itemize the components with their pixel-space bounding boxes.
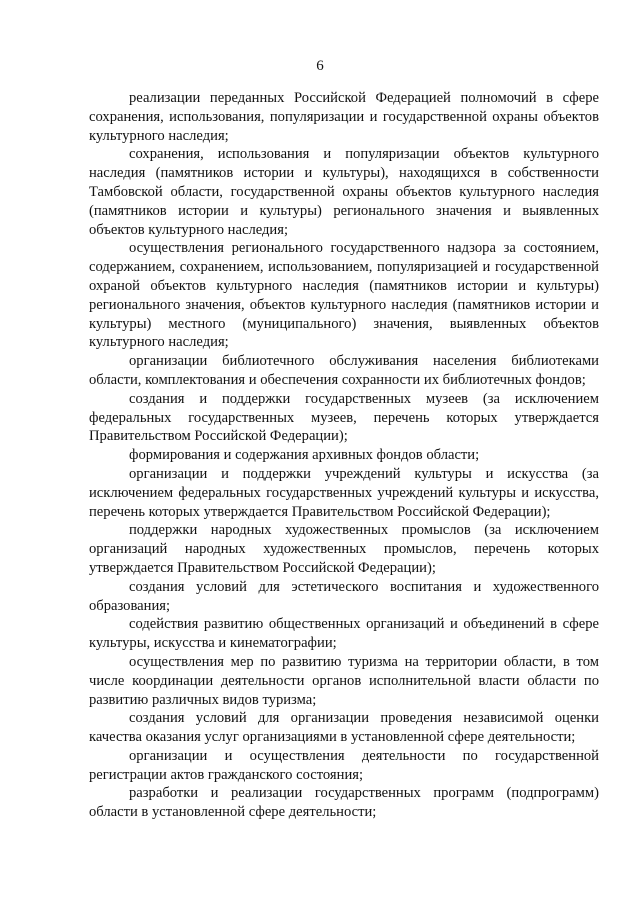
document-body: [89, 89, 599, 822]
paragraph: организации библиотечного обслуживания населения библиотеками области, комплектования и обеспечения сохранности их библиотечных фондов;: [89, 353, 599, 388]
paragraph: осуществления регионального государственного надзора за состоянием, содержанием, сохранением, использованием, популяризацией и государственной охраной объектов культурного наследия (памятников истории и культуры) регионального значения, объектов культурного наследия (памятников истории и культуры) местного (муниципального) значения, выявленных объектов культурного наследия;: [89, 240, 599, 351]
paragraph: разработки и реализации государственных программ (подпрограмм) области в установленной сфере деятельности;: [89, 785, 599, 821]
paragraph: сохранения, использования и популяризации объектов культурного наследия (памятников истории и культуры), находящихся в собственности Тамбовской области, государственной охраны объектов культурного наследия (памятников истории и культуры) регионального значения и выявленных объектов культурного наследия;: [89, 146, 599, 238]
paragraph: организации и осуществления деятельности по государственной регистрации актов гражданского состояния;: [89, 747, 599, 783]
paragraph: осуществления мер по развитию туризма на территории области, в том числе координации деятельности органов исполнительной власти области по развитию различных видов туризма;: [89, 653, 599, 708]
page-number: 6: [316, 58, 324, 74]
paragraph: реализации переданных Российской Федерацией полномочий в сфере сохранения, использования, популяризации и государственной охраны объектов культурного наследия;: [89, 90, 599, 144]
paragraph: создания условий для эстетического воспитания и художественного образования;: [89, 578, 599, 614]
paragraph: содействия развитию общественных организаций и объединений в сфере культуры, искусства и кинематографии;: [89, 616, 599, 652]
paragraph: поддержки народных художественных промыслов (за исключением организаций народных художественных промыслов, перечень которых утверждается Правительством Российской Федерации);: [89, 522, 599, 576]
paragraph: формирования и содержания архивных фондов области;: [129, 447, 480, 464]
paragraph: создания и поддержки государственных музеев (за исключением федеральных государственных музеев, перечень которых утверждается Правительством Российской Федерации);: [89, 390, 599, 445]
paragraph: организации и поддержки учреждений культуры и искусства (за исключением федеральных государственных учреждений культуры и искусства, перечень которых утверждается Правительством Российской Федерации);: [89, 465, 599, 520]
paragraph: создания условий для организации проведения независимой оценки качества оказания услуг организациями в установленной сфере деятельности;: [89, 710, 599, 746]
